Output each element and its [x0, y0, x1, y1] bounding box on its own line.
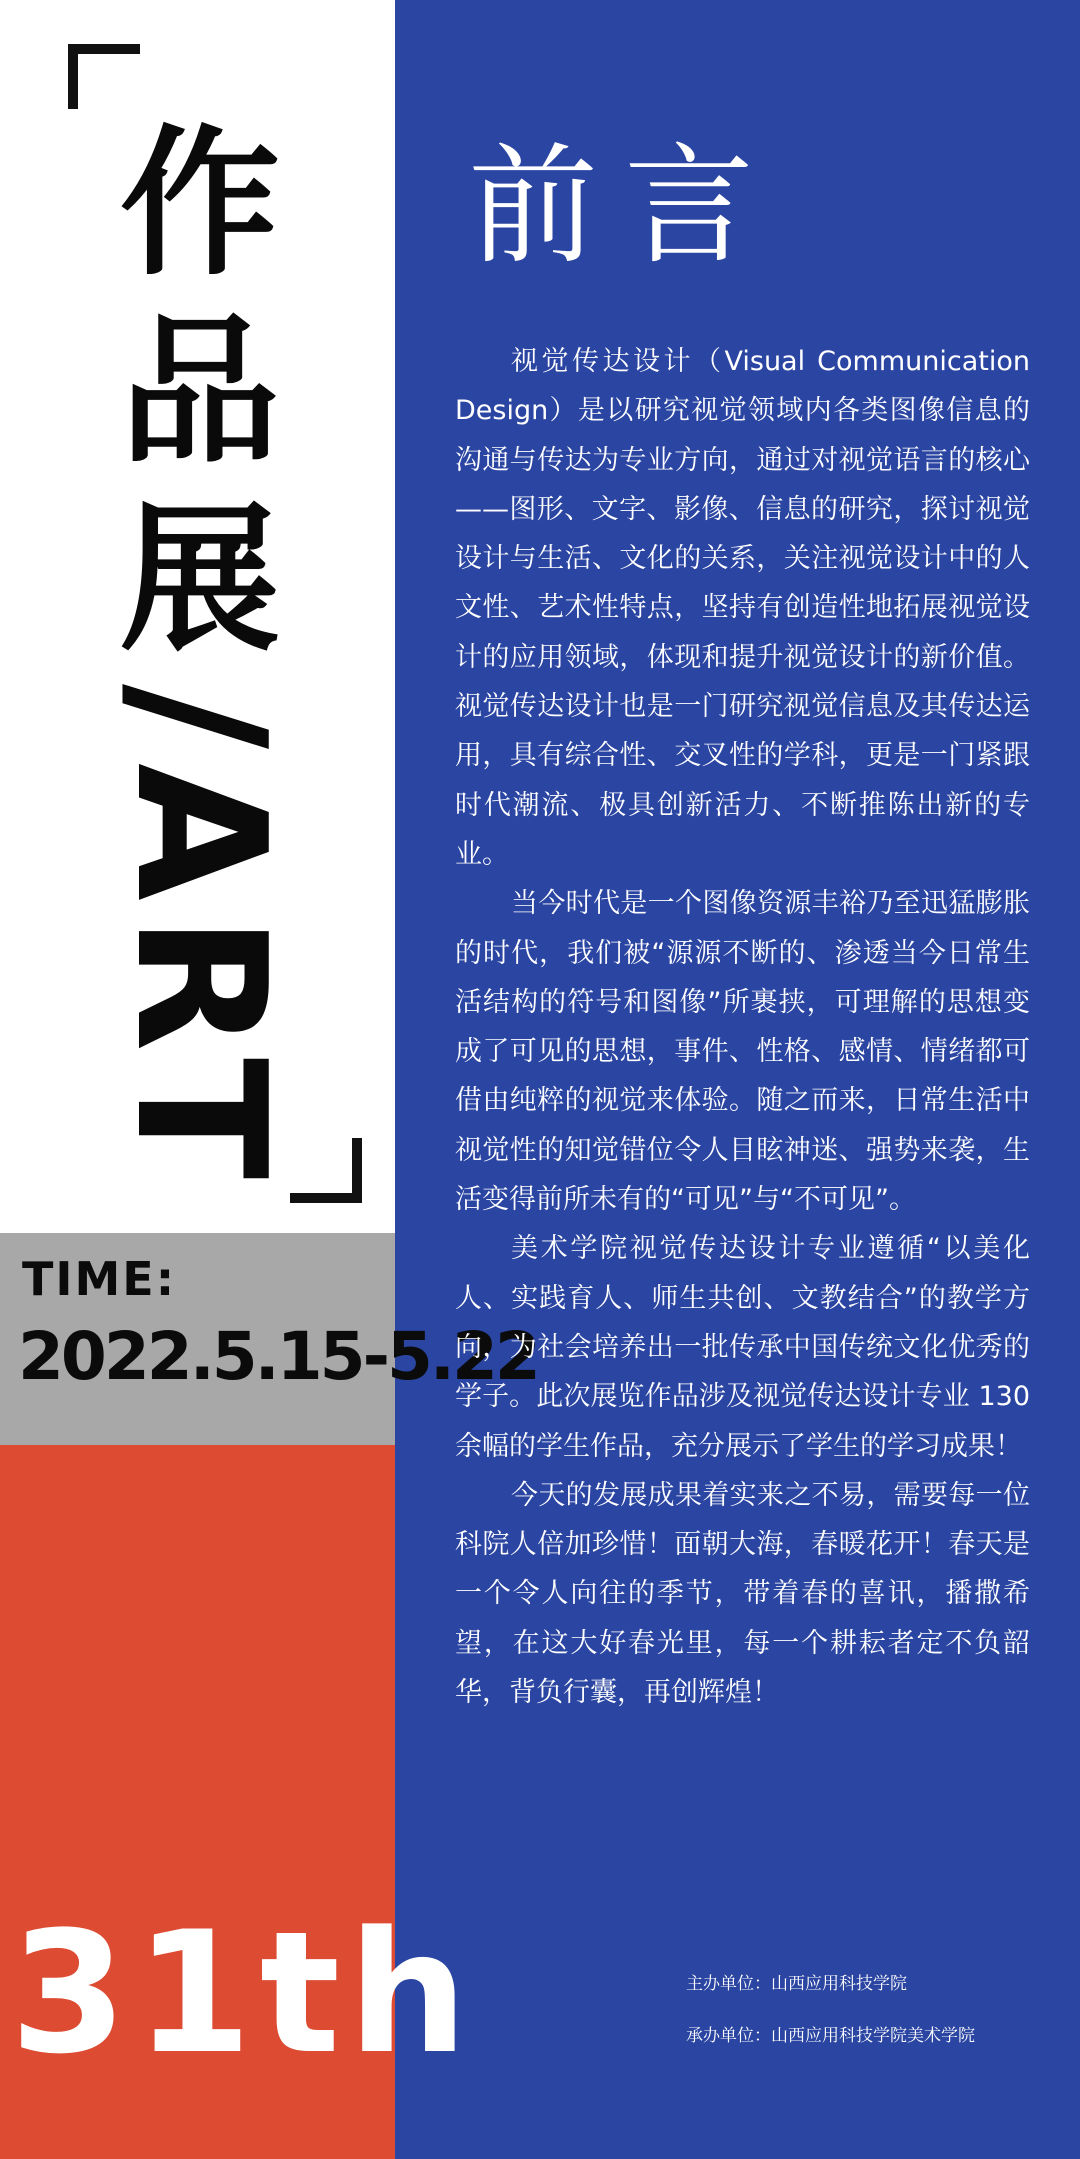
preface-heading: 前言 [468, 130, 781, 282]
preface-paragraph-3: 美术学院视觉传达设计专业遵循“以美化人、实践育人、师生共创、文教结合”的教学方向，为社会培养出一批传承中国传统文化优秀的学子。此次展览作品涉及视觉传达设计专业 130 余幅的学生作品，充分展示了学生的学习成果！ [455, 1233, 1030, 1462]
exhibition-title [97, 110, 304, 1194]
corner-bracket-top-left [68, 44, 140, 109]
title-char-3: 展 [119, 486, 280, 673]
organizers [686, 1958, 975, 2062]
time-label: TIME: [22, 1252, 177, 1306]
edition-number: 31th [10, 1895, 476, 2091]
title-art: /ART [97, 684, 304, 1194]
title-char-2: 品 [119, 298, 280, 485]
time-value: 2022.5.15-5.22 [18, 1318, 538, 1395]
preface-paragraph-2: 当今时代是一个图像资源丰裕乃至迅猛膨胀的时代，我们被“源源不断的、渗透当今日常生活结构的符号和图像”所裹挟，可理解的思想变成了可见的思想，事件、性格、感情、情绪都可借由纯粹的视觉来体验。随之而来，日常生活中视觉性的知觉错位令人目眩神迷、强势来袭，生活变得前所未有的“可见”与“不可见”。 [455, 888, 1030, 1216]
host-unit: 主办单位：山西应用科技学院 [686, 1974, 907, 1994]
preface-paragraph-4: 今天的发展成果着实来之不易，需要每一位科院人倍加珍惜！面朝大海，春暖花开！春天是一个令人向往的季节，带着春的喜讯，播撒希望，在这大好春光里，每一个耕耘者定不负韶华，背负行囊，再创辉煌！ [455, 1479, 1030, 1709]
organizer-unit: 承办单位：山西应用科技学院美术学院 [686, 2026, 975, 2046]
preface-paragraph-1: 视觉传达设计（Visual Communication Design）是以研究视觉领域内各类图像信息的沟通与传达为专业方向，通过对视觉语言的核心——图形、文字、影像、信息的研究，探讨视觉设计与生活、文化的关系，关注视觉设计中的人文性、艺术性特点，坚持有创造性地拓展视觉设计的应用领域，体现和提升视觉设计的新价值。视觉传达设计也是一门研究视觉信息及其传达运用，具有综合性、交叉性的学科，更是一门紧跟时代潮流、极具创新活力、不断推陈出新的专业。 [455, 346, 1030, 870]
preface-body [455, 337, 1030, 1717]
title-char-1: 作 [119, 110, 280, 297]
